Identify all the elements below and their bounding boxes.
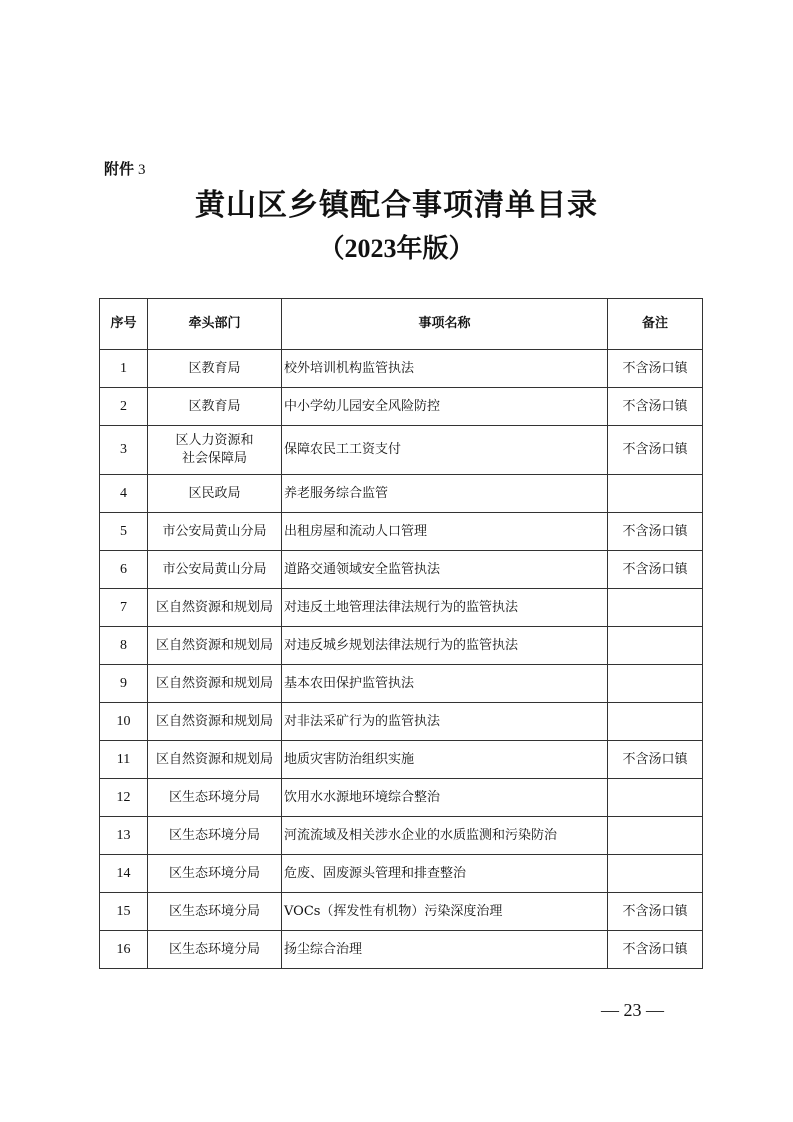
table-row bbox=[100, 513, 703, 551]
row-item: 饮用水水源地环境综合整治 bbox=[282, 779, 608, 817]
row-number: 6 bbox=[100, 551, 148, 589]
row-number: 5 bbox=[100, 513, 148, 551]
table-row bbox=[100, 350, 703, 388]
table-row bbox=[100, 703, 703, 741]
row-item: 河流流域及相关涉水企业的水质监测和污染防治 bbox=[282, 817, 608, 855]
table-row bbox=[100, 931, 703, 969]
row-number: 4 bbox=[100, 475, 148, 513]
row-number: 7 bbox=[100, 589, 148, 627]
table-row bbox=[100, 388, 703, 426]
row-note bbox=[608, 627, 703, 665]
row-dept: 区生态环境分局 bbox=[148, 931, 282, 969]
row-item: 出租房屋和流动人口管理 bbox=[282, 513, 608, 551]
row-number: 8 bbox=[100, 627, 148, 665]
row-dept: 市公安局黄山分局 bbox=[148, 551, 282, 589]
row-note bbox=[608, 855, 703, 893]
attachment-label bbox=[104, 158, 146, 179]
row-item: 扬尘综合治理 bbox=[282, 931, 608, 969]
row-dept: 区生态环境分局 bbox=[148, 779, 282, 817]
table-row bbox=[100, 426, 703, 475]
row-dept: 区自然资源和规划局 bbox=[148, 741, 282, 779]
row-note: 不含汤口镇 bbox=[608, 426, 703, 475]
header-dept: 牵头部门 bbox=[148, 299, 282, 350]
row-note bbox=[608, 779, 703, 817]
table-row bbox=[100, 551, 703, 589]
row-dept: 区生态环境分局 bbox=[148, 855, 282, 893]
matters-table bbox=[99, 298, 703, 969]
row-number: 1 bbox=[100, 350, 148, 388]
row-number: 13 bbox=[100, 817, 148, 855]
row-number: 16 bbox=[100, 931, 148, 969]
row-dept: 区自然资源和规划局 bbox=[148, 665, 282, 703]
row-item: 对违反土地管理法律法规行为的监管执法 bbox=[282, 589, 608, 627]
row-dept: 区教育局 bbox=[148, 388, 282, 426]
row-dept: 区民政局 bbox=[148, 475, 282, 513]
row-item: 危废、固废源头管理和排查整治 bbox=[282, 855, 608, 893]
row-dept: 区自然资源和规划局 bbox=[148, 703, 282, 741]
document-title: 黄山区乡镇配合事项清单目录 bbox=[195, 188, 598, 223]
row-dept: 区生态环境分局 bbox=[148, 893, 282, 931]
row-number: 15 bbox=[100, 893, 148, 931]
table-row bbox=[100, 665, 703, 703]
row-item: 保障农民工工资支付 bbox=[282, 426, 608, 475]
row-number: 10 bbox=[100, 703, 148, 741]
row-item: 校外培训机构监管执法 bbox=[282, 350, 608, 388]
row-item: VOCs（挥发性有机物）污染深度治理 bbox=[282, 893, 608, 931]
table-row bbox=[100, 627, 703, 665]
row-number: 2 bbox=[100, 388, 148, 426]
row-note: 不含汤口镇 bbox=[608, 388, 703, 426]
table-row bbox=[100, 741, 703, 779]
row-item: 对违反城乡规划法律法规行为的监管执法 bbox=[282, 627, 608, 665]
document-subtitle bbox=[0, 228, 793, 265]
row-dept: 区生态环境分局 bbox=[148, 817, 282, 855]
row-note: 不含汤口镇 bbox=[608, 350, 703, 388]
subtitle-open-paren: （ bbox=[318, 234, 345, 264]
table-row bbox=[100, 589, 703, 627]
row-note: 不含汤口镇 bbox=[608, 551, 703, 589]
row-note: 不含汤口镇 bbox=[608, 513, 703, 551]
row-item: 中小学幼儿园安全风险防控 bbox=[282, 388, 608, 426]
header-note: 备注 bbox=[608, 299, 703, 350]
table-row bbox=[100, 893, 703, 931]
row-dept: 区人力资源和社会保障局 bbox=[148, 426, 282, 475]
subtitle-year: 2023 bbox=[344, 234, 397, 263]
table-row bbox=[100, 779, 703, 817]
table-row bbox=[100, 475, 703, 513]
page-number: — 23 — bbox=[601, 1000, 664, 1020]
row-dept: 区自然资源和规划局 bbox=[148, 627, 282, 665]
row-number: 11 bbox=[100, 741, 148, 779]
row-note bbox=[608, 817, 703, 855]
row-number: 14 bbox=[100, 855, 148, 893]
row-note: 不含汤口镇 bbox=[608, 893, 703, 931]
row-item: 道路交通领域安全监管执法 bbox=[282, 551, 608, 589]
row-note: 不含汤口镇 bbox=[608, 741, 703, 779]
row-item: 地质灾害防治组织实施 bbox=[282, 741, 608, 779]
row-note bbox=[608, 589, 703, 627]
attachment-number: 3 bbox=[138, 162, 146, 178]
header-no: 序号 bbox=[100, 299, 148, 350]
row-note bbox=[608, 475, 703, 513]
row-item: 基本农田保护监管执法 bbox=[282, 665, 608, 703]
row-item: 养老服务综合监管 bbox=[282, 475, 608, 513]
header-item: 事项名称 bbox=[282, 299, 608, 350]
subtitle-suffix: 年版 bbox=[396, 234, 449, 264]
attachment-text: 附件 bbox=[104, 160, 135, 178]
row-number: 9 bbox=[100, 665, 148, 703]
table-row bbox=[100, 817, 703, 855]
table-body bbox=[100, 350, 703, 969]
row-dept: 区自然资源和规划局 bbox=[148, 589, 282, 627]
row-dept: 区教育局 bbox=[148, 350, 282, 388]
subtitle-close-paren: ） bbox=[448, 234, 475, 264]
row-number: 12 bbox=[100, 779, 148, 817]
row-note: 不含汤口镇 bbox=[608, 931, 703, 969]
table-row bbox=[100, 855, 703, 893]
table-header-row bbox=[100, 299, 703, 350]
row-note bbox=[608, 703, 703, 741]
row-dept: 市公安局黄山分局 bbox=[148, 513, 282, 551]
row-note bbox=[608, 665, 703, 703]
row-item: 对非法采矿行为的监管执法 bbox=[282, 703, 608, 741]
row-number: 3 bbox=[100, 426, 148, 475]
